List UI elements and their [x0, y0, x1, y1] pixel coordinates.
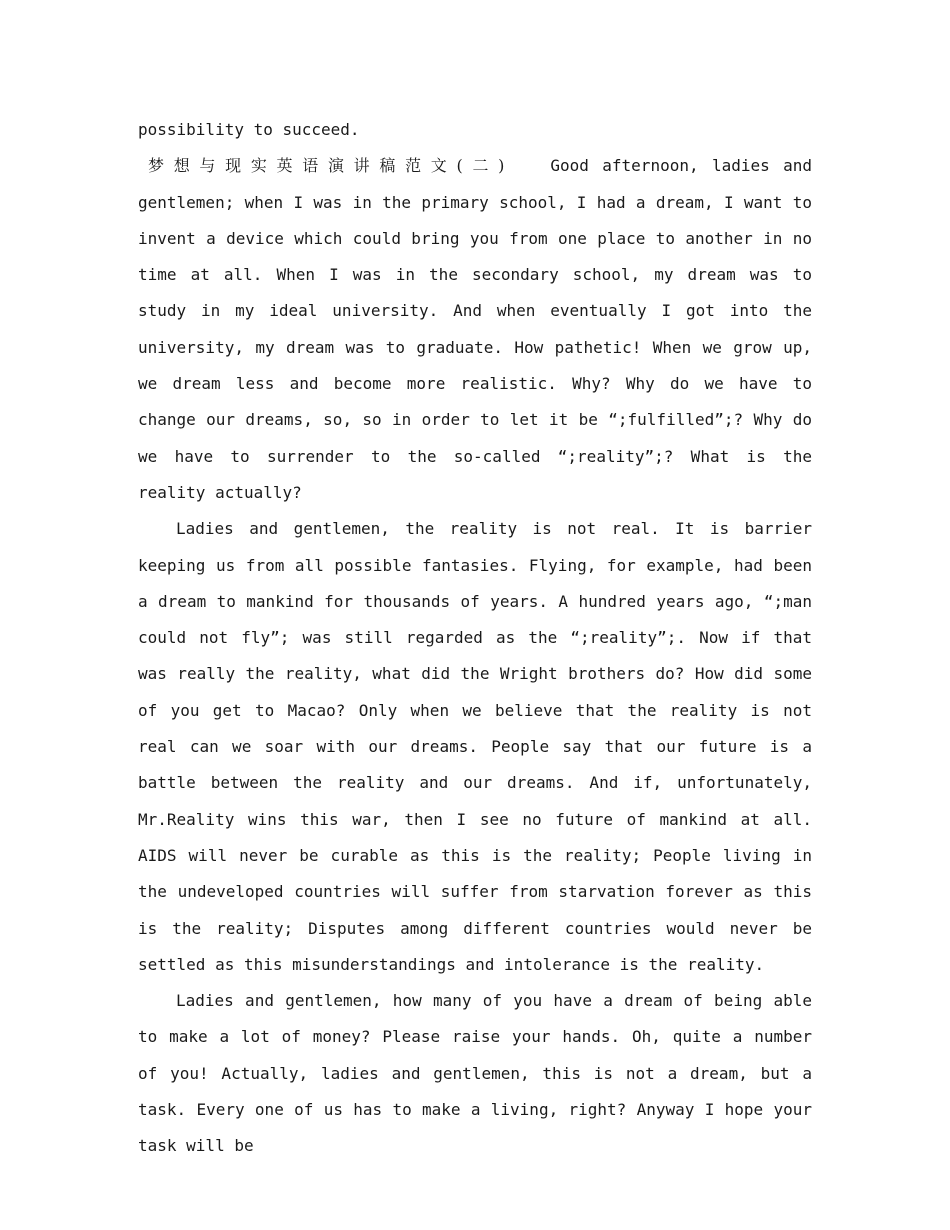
- speech-paragraph-3: Ladies and gentlemen, how many of you have a dream of being able to make a lot of money? Please raise your hands. Oh, quite a number of you! Actually, ladies and gentlemen, this is not a dream, but a task. Every one of us has to make a living, right? Anyway I hope your task will be: [138, 991, 812, 1156]
- speech-paragraph-1-text: Good afternoon, ladies and gentlemen; when I was in the primary school, I had a dream, I want to invent a device which could bring you from one place to another in no time at all. When I was in the secondary school, my dream was to study in my ideal university. And when eventually I got into the university, my dream was to graduate. How pathetic! When we grow up, we dream less and become more realistic. Why? Why do we have to change our dreams, so, so in order to let it be “;fulfilled”;? Why do we have to surrender to the so-called “;reality”;? What is the reality actually?: [138, 156, 812, 502]
- continuation-text: possibility to succeed.: [138, 120, 360, 139]
- section-title: 梦想与现实英语演讲稿范文(二): [148, 156, 511, 176]
- speech-paragraph-1: [138, 148, 812, 511]
- document-page: [138, 112, 812, 1165]
- speech-paragraph-2: Ladies and gentlemen, the reality is not real. It is barrier keeping us from all possible fantasies. Flying, for example, had been a dream to mankind for thousands of years. A hundred years ago, “;man could not fly”; was still regarded as the “;reality”;. Now if that was really the reality, what did the Wright brothers do? How did some of you get to Macao? Only when we believe that the reality is not real can we soar with our dreams. People say that our future is a battle between the reality and our dreams. And if, unfortunately, Mr.Reality wins this war, then I see no future of mankind at all. AIDS will never be curable as this is the reality; People living in the undeveloped countries will suffer from starvation forever as this is the reality; Disputes among different countries would never be settled as this misunderstandings and intolerance is the reality.: [138, 519, 812, 974]
